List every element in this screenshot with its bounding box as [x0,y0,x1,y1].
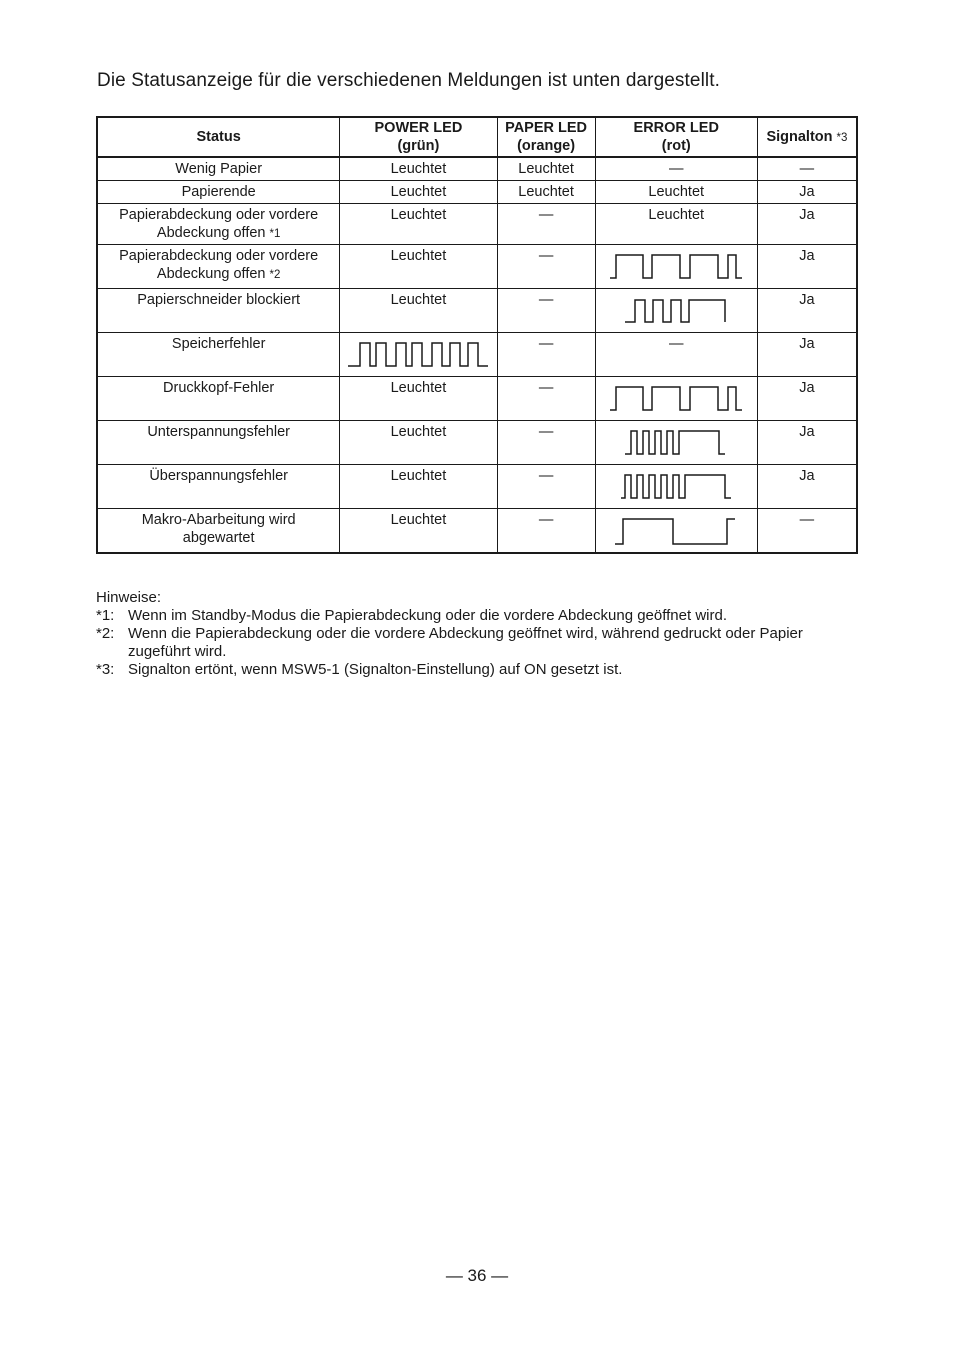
cell-status: Papierschneider blockiert [97,289,340,333]
status-line2: Abdeckung offen [156,266,266,282]
cell-power: Leuchtet [340,245,497,289]
note-text: Wenn die Papierabdeckung oder die vordere Abdeckung geöffnet wird, während gedruckt oder Papier zugeführt wird. [128,625,803,660]
header-paper-led [497,117,595,157]
cell-power: Leuchtet [340,181,497,204]
cell-power: Leuchtet [340,204,497,245]
cell-error-pattern [595,377,757,421]
table-row [97,421,857,465]
cell-paper: — [497,333,595,377]
blink-pattern-icon [611,514,741,548]
cell-signal: Ja [757,333,857,377]
status-line1: Papierabdeckung oder vordere [119,207,319,223]
header-power-led [340,117,497,157]
cell-status: Papierende [97,181,340,204]
cell-status [97,204,340,245]
cell-power: Leuchtet [340,157,497,181]
header-power-label: POWER LED [374,120,463,136]
cell-paper: Leuchtet [497,157,595,181]
table-row [97,289,857,333]
cell-power-pattern [340,333,497,377]
cell-error: Leuchtet [595,181,757,204]
cell-error: Leuchtet [595,204,757,245]
note-text: Signalton ertönt, wenn MSW5-1 (Signalton-Einstellung) auf ON gesetzt ist. [128,661,623,678]
cell-status: Druckkopf-Fehler [97,377,340,421]
cell-paper: — [497,377,595,421]
page-number: — 36 — [445,1266,509,1285]
cell-signal: Ja [757,181,857,204]
blink-pattern-icon [606,382,746,416]
cell-error-pattern [595,289,757,333]
status-line2: Abdeckung offen [156,225,266,241]
note-item [96,607,856,625]
note-mark: *1: [96,607,115,624]
note-item [96,661,856,679]
cell-power: Leuchtet [340,465,497,509]
table-row [97,181,857,204]
cell-error-pattern [595,421,757,465]
cell-power: Leuchtet [340,421,497,465]
blink-pattern-icon [606,250,746,284]
notes-title: Hinweise: [96,589,162,606]
cell-signal: Ja [757,465,857,509]
cell-signal: Ja [757,377,857,421]
header-paper-color: (orange) [517,138,576,154]
table-row [97,333,857,377]
blink-pattern-icon [621,426,731,460]
cell-error: — [595,157,757,181]
blink-pattern-icon [621,294,731,328]
header-error-led [595,117,757,157]
table-header-row [97,117,857,157]
header-status: Status [97,117,340,157]
cell-signal: — [757,509,857,554]
status-table [96,116,858,554]
cell-paper: — [497,289,595,333]
cell-power: Leuchtet [340,377,497,421]
cell-status [97,245,340,289]
cell-power: Leuchtet [340,289,497,333]
cell-error-pattern [595,245,757,289]
header-error-color: (rot) [661,138,691,154]
note-item [96,625,856,661]
notes-section [96,589,856,679]
cell-status [97,509,340,554]
cell-paper: — [497,421,595,465]
note-mark: *2: [96,625,115,642]
cell-paper: Leuchtet [497,181,595,204]
table-row [97,245,857,289]
cell-status: Wenig Papier [97,157,340,181]
cell-status: Speicherfehler [97,333,340,377]
status-line1: Papierabdeckung oder vordere [119,248,319,264]
cell-signal: — [757,157,857,181]
header-signal-mark: *3 [836,131,848,144]
status-line2: abgewartet [182,530,255,546]
cell-error-pattern [595,465,757,509]
note-text: Wenn im Standby-Modus die Papierabdeckung oder die vordere Abdeckung geöffnet wird. [128,607,727,624]
cell-signal: Ja [757,289,857,333]
header-paper-label: PAPER LED [505,120,588,136]
header-signal-label: Signalton [766,128,833,145]
cell-paper: — [497,509,595,554]
intro-text: Die Statusanzeige für die verschiedenen Meldungen ist unten dargestellt. [97,70,720,91]
table-row [97,509,857,554]
cell-error: — [595,333,757,377]
table-row [97,377,857,421]
cell-power: Leuchtet [340,509,497,554]
table-row [97,157,857,181]
header-signal [757,117,857,157]
cell-paper: — [497,204,595,245]
footnote-mark: *2 [269,269,281,281]
blink-pattern-icon [617,470,735,504]
blink-pattern-icon [346,338,490,372]
note-mark: *3: [96,661,115,678]
cell-paper: — [497,245,595,289]
footnote-mark: *1 [269,228,281,240]
table-row [97,465,857,509]
cell-signal: Ja [757,204,857,245]
header-power-color: (grün) [397,138,440,154]
header-error-label: ERROR LED [633,120,719,136]
cell-signal: Ja [757,421,857,465]
table-row [97,204,857,245]
cell-status: Unterspannungsfehler [97,421,340,465]
cell-signal: Ja [757,245,857,289]
cell-paper: — [497,465,595,509]
cell-error-pattern [595,509,757,554]
cell-status: Überspannungsfehler [97,465,340,509]
status-line1: Makro-Abarbeitung wird [141,512,296,528]
